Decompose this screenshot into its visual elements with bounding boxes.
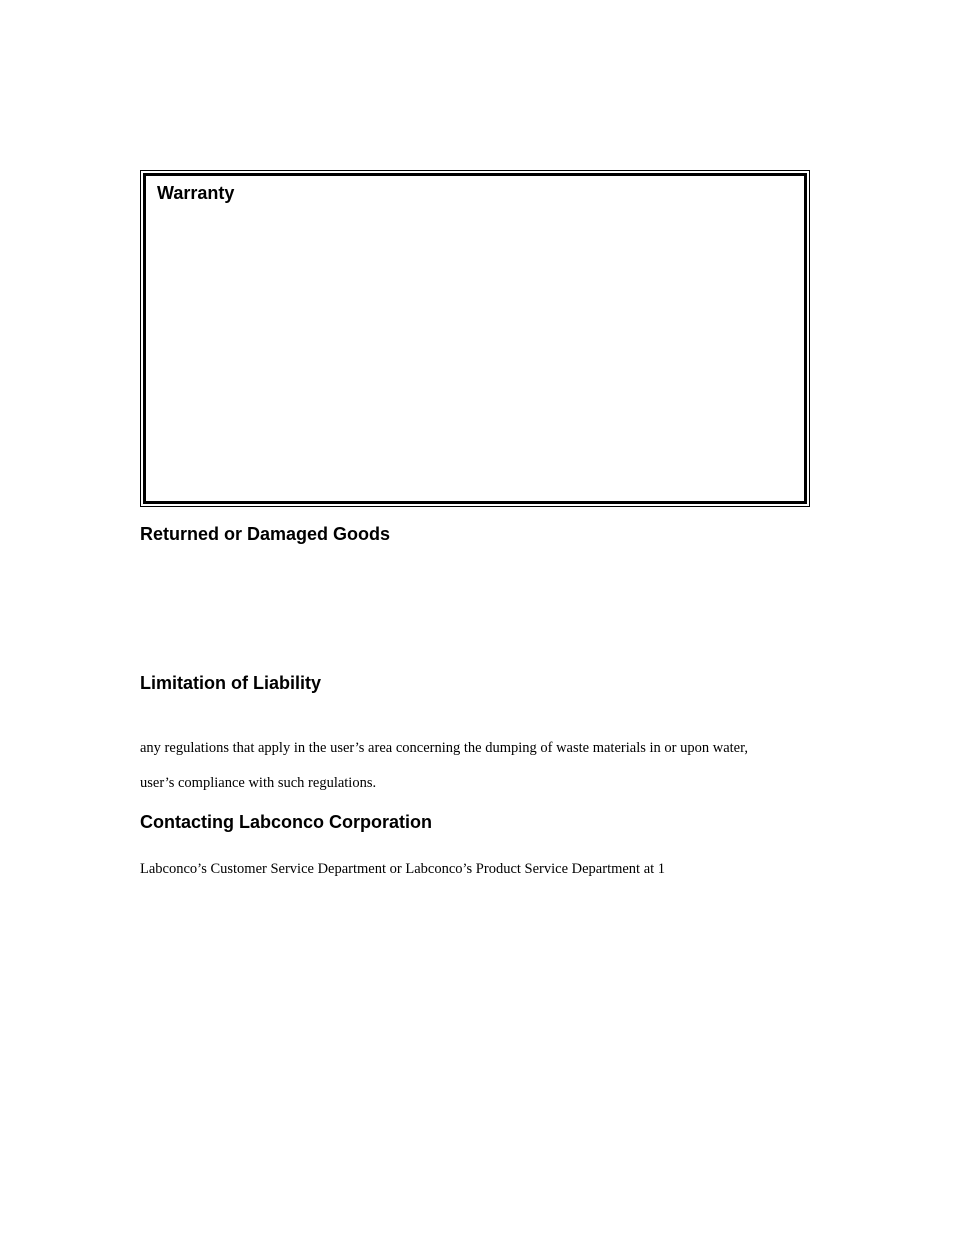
contacting-labconco-heading: Contacting Labconco Corporation [140, 812, 432, 832]
contact-text-line: Labconco’s Customer Service Department or Labconco’s Product Service Department at 1 [140, 861, 666, 877]
warranty-box-inner-border [143, 173, 807, 504]
warranty-box [140, 170, 810, 507]
returned-goods-heading: Returned or Damaged Goods [140, 524, 391, 544]
liability-text-line: any regulations that apply in the user’s area concerning the dumping of waste materials in or upon water, [140, 740, 748, 756]
liability-text-line: user’s compliance with such regulations. [140, 775, 377, 791]
limitation-of-liability-heading: Limitation of Liability [140, 673, 321, 693]
warranty-title: Warranty [157, 183, 235, 203]
